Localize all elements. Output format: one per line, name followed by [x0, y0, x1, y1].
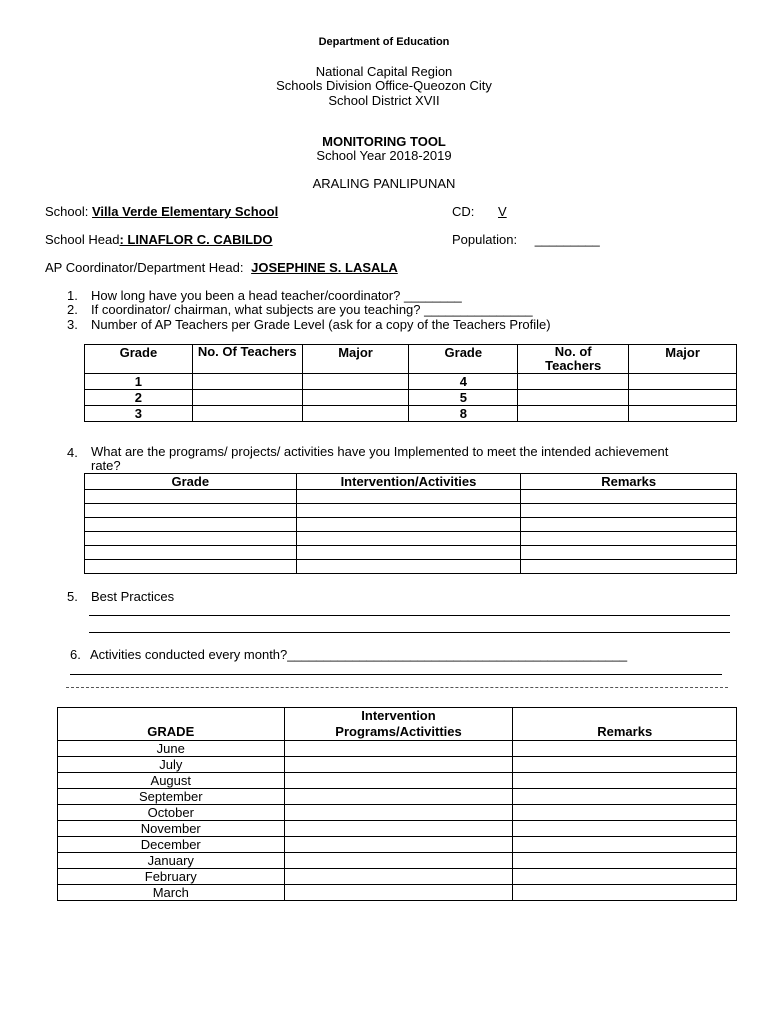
col-header-intervention-programs: Intervention Programs/Activitties: [284, 708, 513, 741]
monthly-header-row: [58, 708, 737, 741]
school-line: [45, 204, 278, 220]
school-head-label: School Head: [45, 232, 120, 247]
month-march: March: [58, 885, 285, 901]
population-line: [452, 232, 600, 248]
table-row: [58, 869, 737, 885]
table-row: 3 8: [85, 406, 737, 422]
cd-line: [452, 204, 507, 220]
best-practices-line-1[interactable]: [89, 615, 730, 616]
col-header-grade: Grade: [85, 474, 297, 490]
table-row: [58, 885, 737, 901]
region-line: National Capital Region: [315, 64, 453, 79]
table-row: [58, 789, 737, 805]
question-4: 4. What are the programs/ projects/ activities have you Implemented to meet the intended achievement rate?: [67, 444, 669, 473]
month-july: July: [58, 757, 285, 773]
coordinator-label: AP Coordinator/Department Head:: [45, 260, 244, 275]
month-september: September: [58, 789, 285, 805]
activities-line-1[interactable]: [70, 674, 722, 675]
table-row: [58, 741, 737, 757]
question-6: 6. Activities conducted every month?_______________________________________________: [70, 647, 628, 662]
col-header-intervention: Intervention/Activities: [296, 474, 521, 490]
question-1: 1. How long have you been a head teacher/coordinator? ________: [67, 288, 462, 303]
cd-value: V: [498, 204, 507, 219]
population-blank: _________: [534, 232, 600, 247]
month-december: December: [58, 837, 285, 853]
table-row: 1 4: [85, 374, 737, 390]
department-title: Department of Education: [318, 36, 450, 48]
school-head-value: : LINAFLOR C. CABILDO: [119, 232, 273, 247]
question-5: 5. Best Practices: [67, 589, 175, 604]
tool-title: MONITORING TOOL: [322, 134, 446, 149]
population-label: Population:: [452, 232, 518, 247]
table-row: [58, 805, 737, 821]
table-row: [85, 546, 737, 560]
table-row: 2 5: [85, 390, 737, 406]
teachers-table: [84, 344, 737, 422]
interventions-header-row: [85, 474, 737, 490]
table-row: [58, 773, 737, 789]
col-header-no-teachers-2: No. of Teachers: [518, 345, 629, 374]
col-header-major-2: Major: [629, 345, 737, 374]
month-june: June: [58, 741, 285, 757]
monthly-table: [57, 707, 737, 901]
col-header-major: Major: [302, 345, 409, 374]
teachers-header-row: [85, 345, 737, 374]
table-row: [58, 757, 737, 773]
coordinator-value: JOSEPHINE S. LASALA: [251, 260, 398, 275]
school-year: School Year 2018-2019: [316, 148, 452, 163]
table-row: [85, 560, 737, 574]
month-february: February: [58, 869, 285, 885]
month-november: November: [58, 821, 285, 837]
table-row: [85, 518, 737, 532]
col-header-grade-2: Grade: [409, 345, 518, 374]
table-row: [58, 821, 737, 837]
cd-label: CD:: [452, 204, 475, 219]
month-october: October: [58, 805, 285, 821]
table-row: [85, 490, 737, 504]
col-header-no-teachers: No. Of Teachers: [192, 345, 302, 374]
month-august: August: [58, 773, 285, 789]
table-row: [85, 504, 737, 518]
question-3: 3. Number of AP Teachers per Grade Level (ask for a copy of the Teachers Profile): [67, 317, 551, 332]
school-label: School:: [45, 204, 89, 219]
interventions-table: [84, 473, 737, 574]
col-header-remarks: Remarks: [513, 708, 737, 741]
coordinator-line: [45, 260, 398, 276]
month-january: January: [58, 853, 285, 869]
table-row: [58, 837, 737, 853]
subject-title: ARALING PANLIPUNAN: [312, 176, 456, 191]
district-line: School District XVII: [328, 93, 440, 108]
col-header-remarks: Remarks: [521, 474, 737, 490]
best-practices-line-2[interactable]: [89, 632, 730, 633]
col-header-grade: GRADE: [58, 708, 285, 741]
question-2: 2. If coordinator/ chairman, what subjects are you teaching? _______________: [67, 302, 533, 317]
col-header-grade: Grade: [85, 345, 193, 374]
activities-line-2[interactable]: [66, 687, 728, 688]
division-line: Schools Division Office-Queozon City: [276, 78, 492, 93]
table-row: [58, 853, 737, 869]
school-value: Villa Verde Elementary School: [92, 204, 279, 219]
school-head-line: [45, 232, 273, 248]
table-row: [85, 532, 737, 546]
